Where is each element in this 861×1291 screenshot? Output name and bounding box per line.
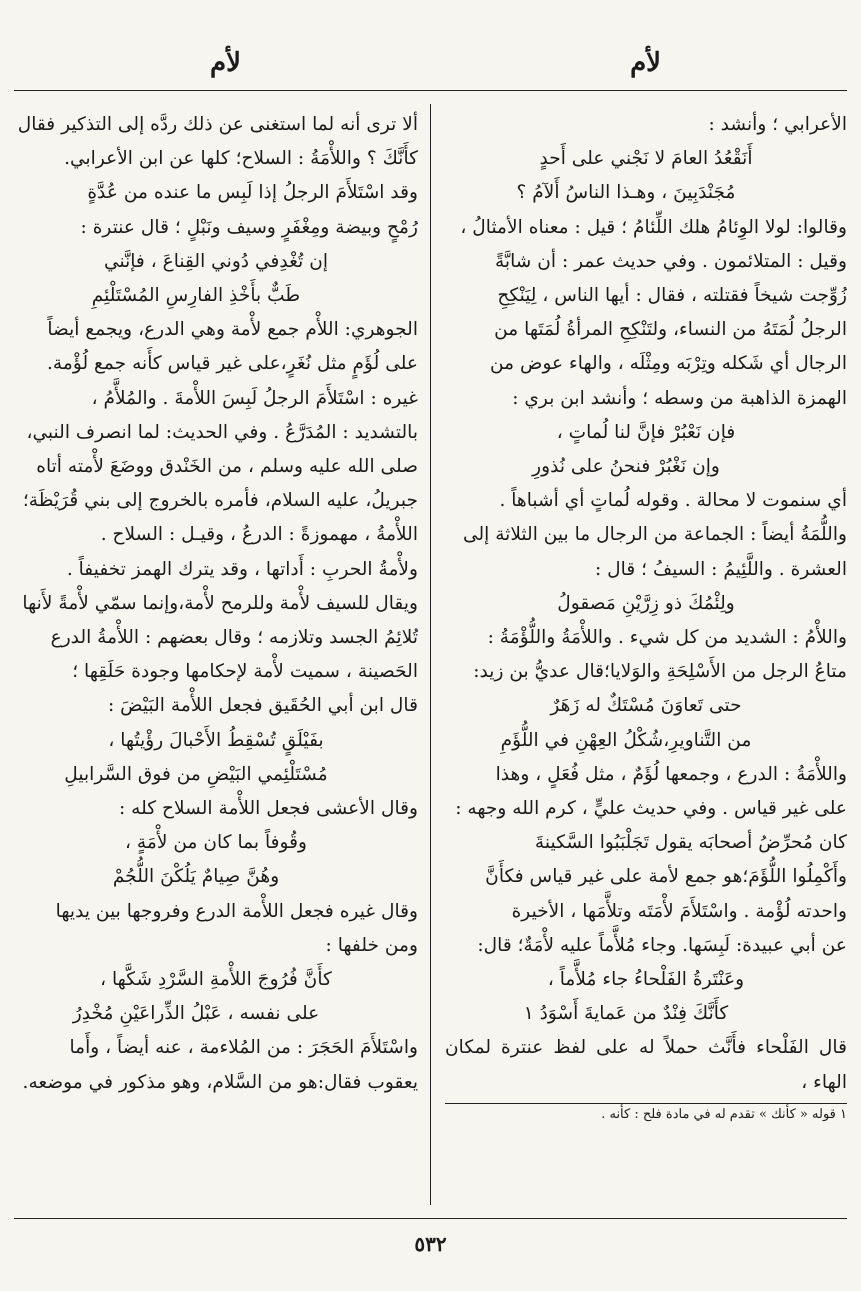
text-line: واللأْمَةُ : الدرع ، وجمعها لُؤَمٌ ، مثل فُعَلٍ ، وهذا: [495, 763, 847, 785]
verse-line: وهُنَّ صِيامٌ يَلُكْنَ اللُّجُمْ: [112, 866, 280, 888]
footer-rule: [14, 1218, 847, 1219]
verse-line: ولِئْمُكَ ذو زِرَّيْنِ مَصقولُ: [557, 592, 735, 614]
text-line: على لُؤَمٍ مثل نُغَرٍ،على غير قياس كأَنه جمع لُؤْمة.: [47, 353, 418, 375]
text-line: واسْتَلأَمَ الحَجَرَ : من المُلاءمة ، عنه أيضاً ، وأَما: [69, 1037, 418, 1059]
verse-line: وعَنْتَرةُ الفَلْحاءُ جاء مُلأَّماً ،: [547, 969, 745, 991]
running-header-left: لأم: [210, 48, 241, 78]
text-line: جبريلُ، عليه السلام، فأمره بالخروج إلى بني قُرَيْظَة؛: [22, 490, 418, 512]
verse-line: حتى تَعاوَنَ مُسْتَكٌ له زَهَرٌ: [550, 695, 742, 717]
text-line: رُمْحٍ وبيضة ومِغْفَرٍ وسيف ونَبْلٍ ؛ قال عنترة :: [80, 216, 418, 238]
footnote: ١ قوله « كأنك » تقدم له في مادة فلح : كأنه .: [601, 1106, 847, 1122]
verse-line: على نفسه ، عَبْلُ الذِّراعَيْنِ مُخْدِرُ: [72, 1003, 320, 1025]
text-line: وقالوا: لولا الوِئامُ هلك اللِّئامُ ؛ قيل : معناه الأمثالُ ،: [460, 216, 847, 238]
text-line: ويقال للسيف لأْمة وللرمح لأْمة،وإنما سمّي لأْمةً لأَنها: [22, 592, 418, 614]
text-line: يعقوب فقال:هو من السَّلام، وهو مذكور في موضعه.: [22, 1071, 418, 1093]
verse-line: فإن نَعْبُرْ فإنَّ لنا لُماتٍ ،: [556, 421, 736, 443]
text-line: وقيل : المتلائمون . وفي حديث عمر : أن شابَّةً: [494, 250, 847, 272]
text-line: الرجلُ لُمَتَهُ من النساء، ولتَنْكِحِ المرأةُ لُمَتَها من: [494, 319, 847, 341]
text-line: الرجال أي شَكله وتِرْبَه ومِثْلَه ، والهاء عوض من: [489, 353, 847, 375]
text-line: واللُّمَةُ أيضاً : الجماعة من الرجال ما بين الثلاثة إلى: [462, 524, 847, 546]
verse-line: مُجَنْدَبِينَ ، وهـذا الناسُ أَلآمُ ؟: [516, 182, 736, 204]
header-rule: [14, 90, 847, 91]
verse-line: وإن نَغْبُرْ فنحنُ على نُذورِ: [532, 456, 720, 478]
text-line: العشرة . واللَّئِيمُ : السيفُ ؛ قال :: [594, 558, 847, 580]
page-number: ٥٣٢: [414, 1232, 447, 1256]
text-line: وقد اسْتَلأَمَ الرجلُ إذا لَبِس ما عنده من عُدَّةٍ: [87, 182, 418, 204]
text-line: قال ابن أبي الحُقَيق فجعل اللأْمة البَيْضَ :: [107, 695, 418, 717]
text-line: كأَنَّكَ ؟ واللأْمَةُ : السلاح؛ كلها عن ابن الأعرابي.: [64, 148, 418, 170]
text-line: ومن خلفها :: [325, 934, 418, 956]
text-line: ولأْمةُ الحربِ : أَداتها ، وقد يترك الهمز تخفيفاً .: [66, 558, 418, 580]
text-line: صلى الله عليه وسلم ، من الخَنْدق ووضَعَ لأْمته أتاه: [36, 456, 418, 478]
text-line: على غير قياس . وفي حديث عليٍّ ، كرم الله وجهه :: [455, 798, 847, 820]
verse-line: كأَنَّ فُرُوجَ اللأْمةِ السَّرْدِ شَكَّها ،: [100, 969, 332, 991]
text-line: زُوِّجت شيخاً فقتلته ، فقال : أيها الناس ، لِيَنْكِحِ: [497, 285, 847, 307]
text-line: وأَكْمِلُوا اللُّؤَمَ؛هو جمع لأمة على غير قياس فكأَنَّ: [485, 866, 847, 888]
left-column: [14, 108, 418, 1100]
verse-line: بفَيْلَقٍ تُسْقِطُ الأَحْبالَ رؤْيتُها ،: [108, 729, 324, 751]
text-line: متاعُ الرجل من الأَسْلِحَةِ والوَلايا؛قال عديُّ بن زيد:: [473, 661, 847, 683]
text-line: واللأْمُ : الشديد من كل شيء . واللأْمَةُ واللُّؤْمَةُ :: [487, 627, 847, 649]
right-column: [445, 108, 847, 1126]
column-divider: [430, 104, 431, 1205]
verse-line: إن تُغْدِفي دُوني القِناعَ ، فإنَّني: [103, 250, 329, 272]
text-line: وقال الأعشى فجعل اللأْمة السلاح كله :: [118, 798, 418, 820]
text-line: كان مُحرِّضُ أصحابَه يقول تَجَلْبَبُوا السَّكينةَ: [534, 832, 847, 854]
text-line: واحدته لُؤْمة . واسْتَلأَمَ لأْمَتَه وتلأَّمَها ، الأخيرة: [511, 900, 847, 922]
text-line: بالتشديد : المُدَرَّعُ . وفي الحديث: لما انصرف النبي،: [26, 421, 418, 443]
text-line: عن أبي عبيدة: لَبِسَها. وجاء مُلأَّماً عليه لأْمَةٌ؛ قال:: [477, 934, 847, 956]
text-line: اللأْمةُ ، مهموزةً : الدرعُ ، وقيـل : السلاح .: [100, 524, 418, 546]
verse-line: من التَّناويرِ،شُكْلُ العِهْنِ في اللُّؤَمِ: [500, 729, 752, 751]
text-line: الهمزة الذاهبة من وسطه ؛ وأنشد ابن بري :: [512, 387, 847, 409]
verse-line: وقُوفاً بما كان من لأْمَةٍ ،: [125, 832, 307, 854]
text-line: الحَصينة ، سميت لأْمة لإحكامها وجودة حَلَقِها ؛: [72, 661, 418, 683]
text-line: الأعرابي ؛ وأنشد :: [708, 114, 847, 135]
text-line: قال الفَلْحاء فأَنَّث حملاً له على لفظ عنترة لمكان الهاء ،: [445, 1037, 847, 1093]
verse-line: مُسْتَلْئِمي البَيْضِ من فوق السَّرابيلِ: [64, 763, 328, 785]
text-line: وقال غيره فجعل اللأْمة الدرع وفروجها بين يديها: [55, 900, 418, 922]
verse-line: أَنَقْعُدُ العامَ لا نَجْني على أَحدٍ: [539, 148, 753, 170]
text-line: الجوهري: اللأْم جمع لأْمة وهي الدرع، ويجمع أيضاً: [47, 319, 418, 341]
verse-line: كأَنَّكَ فِنْدٌ من عَمايةَ أَسْوَدُ ١: [523, 1003, 729, 1025]
text-line: غيره : اسْتَلأَمَ الرجلُ لَبِسَ اللأْمةَ . والمُلأَّمُ ،: [91, 387, 418, 409]
running-header-right: لأم: [630, 48, 661, 78]
text-line: ألا ترى أنه لما استغنى عن ذلك ردَّه إلى التذكير فقال: [17, 114, 418, 135]
text-line: تُلائِمُ الجسد وتلازمه ؛ وقال بعضهم : اللأْمةُ الدرع: [50, 627, 418, 649]
text-line: أي سنموت لا محالة . وقوله لُماتٍ أي أشباهاً .: [499, 490, 847, 512]
verse-line: طَبٌّ بأَخْذِ الفارِسِ المُسْتَلْئِمِ: [91, 285, 301, 307]
